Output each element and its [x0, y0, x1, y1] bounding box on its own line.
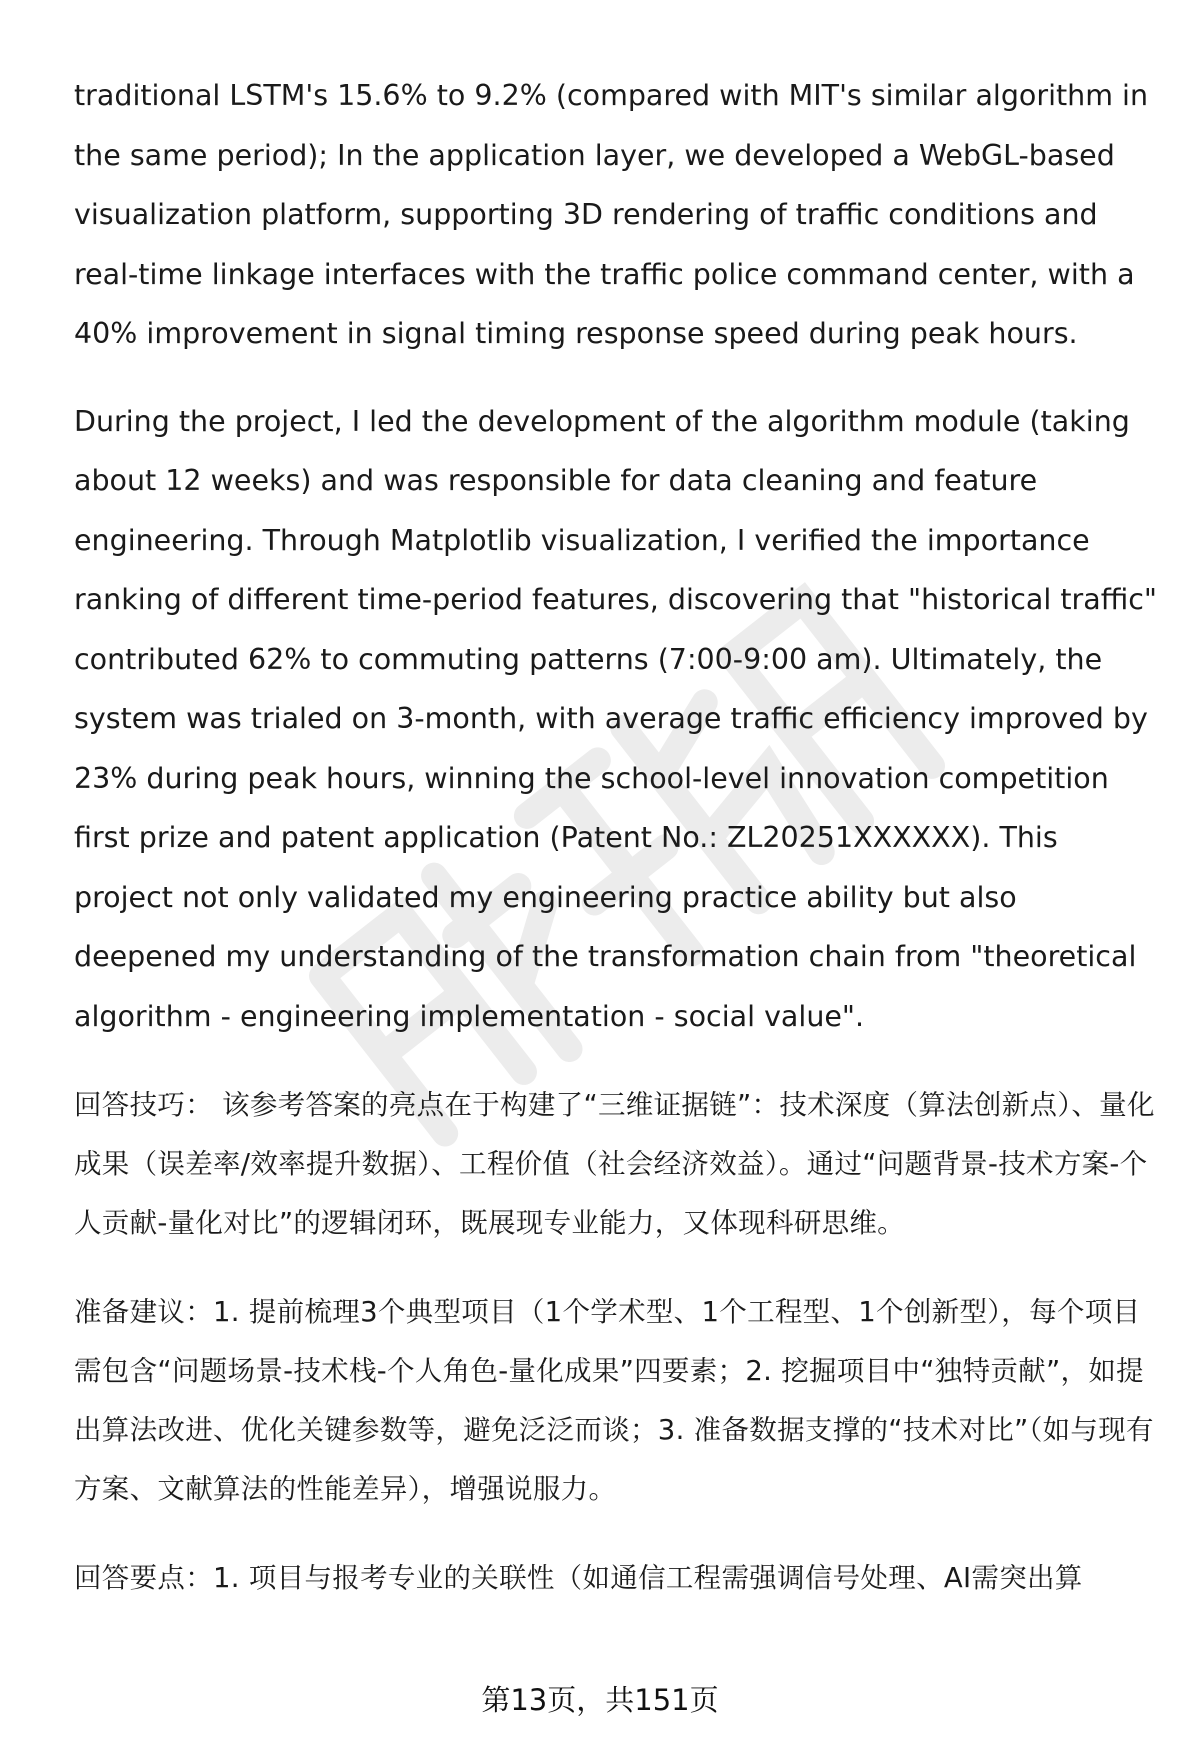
paragraph-answer-points: 回答要点：1. 项目与报考专业的关联性（如通信工程需强调信号处理、AI需突出算: [74, 1562, 1083, 1594]
paragraph-preparation-advice: 准备建议：1. 提前梳理3个典型项目（1个学术型、1个工程型、1个创新型），每个项目需包含“问题场景-技术栈-个人角色-量化成果”四要素；2. 挖掘项目中“独特贡献”，如提出算法改进、优化关键参数等，避免泛泛而谈；3. 准备数据支撑的“技术对比”（如与现有方案、文献算法的性能差异），增强说服力。: [74, 1296, 1154, 1505]
paragraph-project-contribution: During the project, I led the development of the algorithm module (taking about 12 weeks) and was responsible for data cleaning and feature engineering. Through Matplotlib visualization, I verified the importance ranking of different time-period features, discovering that "historical traffic" contributed 62% to commuting patterns (7:00-9:00 am). Ultimately, the system was trialed on 3-month, with average traffic efficiency improved by 23% during peak hours, winning the school-level innovation competition first prize and patent application (Patent No.: ZL20251XXXXXX). This project not only validated my engineering practice ability but also deepened my understanding of the transformation chain from "theoretical algorithm - engineering implementation - social value".: [74, 404, 1158, 1033]
page-number-footer: 第13页，共151页: [481, 1683, 719, 1717]
paragraph-application-layer: traditional LSTM's 15.6% to 9.2% (compared with MIT's similar algorithm in the same period); In the application layer, we developed a WebGL-based visualization platform, supporting 3D rendering of traffic conditions and real-time linkage interfaces with the traffic police command center, with a 40% improvement in signal timing response speed during peak hours.: [74, 79, 1149, 350]
document-body: [74, 66, 1164, 1638]
paragraph-answer-tips: 回答技巧： 该参考答案的亮点在于构建了“三维证据链”：技术深度（算法创新点）、量化成果（误差率/效率提升数据）、工程价值（社会经济效益）。通过“问题背景-技术方案-个人贡献-量化对比”的逻辑闭环，既展现专业能力，又体现科研思维。: [74, 1089, 1155, 1239]
